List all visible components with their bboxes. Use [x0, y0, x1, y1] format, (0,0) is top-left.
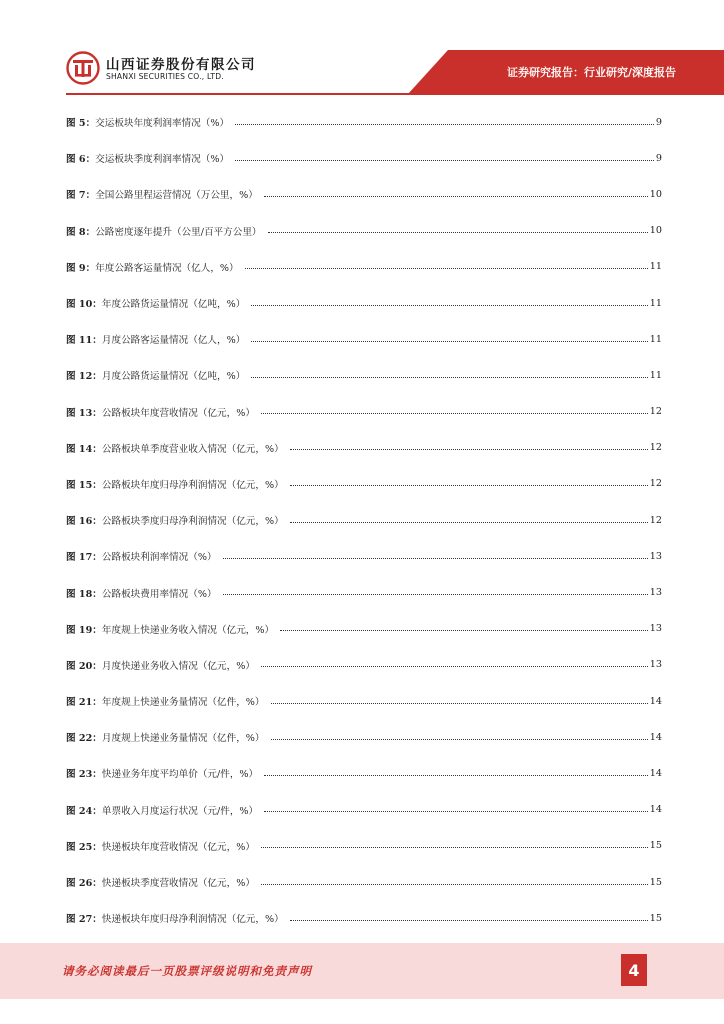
page-number: 4	[621, 954, 647, 986]
toc-dot-leader	[251, 377, 647, 378]
toc-entry[interactable]	[66, 394, 662, 430]
toc-figure-label: 图 14：	[66, 443, 102, 455]
toc-figure-title: 年度公路货运量情况（亿吨，%）	[101, 299, 246, 311]
toc-figure-title: 年度规上快递业务收入情况（亿元，%）	[101, 624, 275, 636]
toc-figure-title: 月度公路客运量情况（亿人，%）	[101, 335, 246, 347]
toc-entry[interactable]	[66, 357, 662, 393]
toc-dot-leader	[235, 160, 654, 161]
toc-entry[interactable]	[66, 828, 662, 864]
toc-page-number: 14	[649, 695, 662, 707]
toc-figure-title: 公路板块季度归母净利润情况（亿元，%）	[101, 516, 284, 528]
toc-page-number: 13	[649, 623, 662, 635]
toc-dot-leader	[268, 232, 648, 233]
toc-entry[interactable]	[66, 104, 662, 140]
toc-figure-title: 全国公路里程运营情况（万公里，%）	[95, 190, 258, 202]
toc-figure-title: 月度快递业务收入情况（亿元，%）	[101, 660, 255, 672]
toc-page-number: 11	[649, 261, 662, 273]
toc-page-number: 10	[649, 188, 662, 200]
toc-figure-label: 图 25：	[66, 841, 102, 853]
toc-entry[interactable]	[66, 285, 662, 321]
toc-page-number: 14	[649, 767, 662, 779]
toc-figure-title: 快递板块年度归母净利润情况（亿元，%）	[101, 914, 284, 926]
toc-page-number: 11	[649, 369, 662, 381]
toc-figure-label: 图 20：	[66, 660, 102, 672]
toc-entry[interactable]	[66, 900, 662, 936]
toc-figure-label: 图 7：	[66, 190, 96, 202]
toc-page-number: 13	[649, 587, 662, 599]
toc-entry[interactable]	[66, 683, 662, 719]
toc-dot-leader	[223, 594, 648, 595]
company-name-en: SHANXI SECURITIES CO., LTD.	[106, 72, 224, 81]
toc-figure-title: 公路板块年度归母净利润情况（亿元，%）	[101, 479, 284, 491]
toc-page-number: 10	[649, 225, 662, 237]
toc-dot-leader	[261, 413, 648, 414]
toc-figure-label: 图 18：	[66, 588, 102, 600]
toc-figure-label: 图 13：	[66, 407, 102, 419]
toc-entry[interactable]	[66, 574, 662, 610]
toc-entry[interactable]	[66, 792, 662, 828]
toc-dot-leader	[235, 124, 654, 125]
toc-entry[interactable]	[66, 249, 662, 285]
toc-page-number: 12	[649, 406, 662, 418]
toc-entry[interactable]	[66, 321, 662, 357]
toc-figure-title: 公路板块年度营收情况（亿元，%）	[101, 407, 255, 419]
toc-figure-label: 图 22：	[66, 733, 102, 745]
toc-entry[interactable]	[66, 213, 662, 249]
toc-dot-leader	[280, 630, 648, 631]
toc-dot-leader	[290, 449, 648, 450]
toc-figure-label: 图 24：	[66, 805, 102, 817]
shanxi-securities-logo-icon	[66, 51, 100, 85]
toc-figure-label: 图 17：	[66, 552, 102, 564]
header-divider	[66, 93, 724, 95]
toc-page-number: 9	[655, 116, 662, 128]
toc-dot-leader	[245, 268, 648, 269]
toc-figure-title: 公路板块利润率情况（%）	[101, 552, 217, 564]
toc-figure-label: 图 23：	[66, 769, 102, 781]
toc-figure-title: 交运板块季度利润率情况（%）	[95, 154, 230, 166]
toc-page-number: 13	[649, 659, 662, 671]
toc-figure-title: 快递业务年度平均单价（元/件，%）	[101, 769, 259, 781]
toc-dot-leader	[261, 884, 648, 885]
toc-entry[interactable]	[66, 719, 662, 755]
toc-entry[interactable]	[66, 647, 662, 683]
toc-dot-leader	[290, 522, 648, 523]
toc-figure-title: 公路密度逐年提升（公里/百平方公里）	[95, 226, 262, 238]
toc-figure-title: 快递板块季度营收情况（亿元，%）	[101, 878, 255, 890]
toc-dot-leader	[264, 775, 648, 776]
toc-figure-label: 图 19：	[66, 624, 102, 636]
toc-entry[interactable]	[66, 502, 662, 538]
toc-dot-leader	[290, 485, 648, 486]
toc-entry[interactable]	[66, 466, 662, 502]
toc-figure-title: 月度规上快递业务量情况（亿件，%）	[101, 733, 265, 745]
toc-figure-label: 图 27：	[66, 914, 102, 926]
toc-figure-label: 图 9：	[66, 262, 96, 274]
toc-dot-leader	[271, 739, 648, 740]
toc-entry[interactable]	[66, 611, 662, 647]
toc-figure-label: 图 6：	[66, 154, 96, 166]
toc-entry[interactable]	[66, 755, 662, 791]
toc-figure-title: 快递板块年度营收情况（亿元，%）	[101, 841, 255, 853]
toc-page-number: 14	[649, 804, 662, 816]
toc-figure-label: 图 21：	[66, 697, 102, 709]
toc-figure-label: 图 10：	[66, 299, 102, 311]
page-header	[0, 0, 724, 100]
toc-page-number: 12	[649, 514, 662, 526]
toc-figure-label: 图 12：	[66, 371, 102, 383]
toc-page-number: 14	[649, 731, 662, 743]
toc-page-number: 11	[649, 333, 662, 345]
toc-dot-leader	[261, 666, 648, 667]
toc-figure-title: 单票收入月度运行状况（元/件，%）	[101, 805, 259, 817]
toc-dot-leader	[251, 305, 647, 306]
toc-dot-leader	[251, 341, 647, 342]
toc-figure-title: 年度规上快递业务量情况（亿件，%）	[101, 697, 265, 709]
toc-dot-leader	[261, 847, 648, 848]
toc-entry[interactable]	[66, 430, 662, 466]
toc-figure-label: 图 5：	[66, 118, 96, 130]
company-name-cn: 山西证券股份有限公司	[106, 57, 256, 73]
toc-page-number: 15	[649, 912, 662, 924]
toc-figure-label: 图 11：	[66, 335, 102, 347]
toc-page-number: 13	[649, 550, 662, 562]
toc-page-number: 15	[649, 840, 662, 852]
toc-page-number: 9	[655, 152, 662, 164]
toc-dot-leader	[271, 703, 648, 704]
toc-figure-title: 交运板块年度利润率情况（%）	[95, 118, 230, 130]
toc-dot-leader	[223, 558, 648, 559]
toc-entry[interactable]	[66, 176, 662, 212]
toc-entry[interactable]	[66, 538, 662, 574]
toc-page-number: 15	[649, 876, 662, 888]
toc-figure-label: 图 15：	[66, 479, 102, 491]
toc-figure-label: 图 26：	[66, 878, 102, 890]
toc-figure-title: 公路板块单季度营业收入情况（亿元，%）	[101, 443, 284, 455]
toc-figure-label: 图 16：	[66, 516, 102, 528]
toc-figure-label: 图 8：	[66, 226, 96, 238]
toc-dot-leader	[264, 811, 648, 812]
toc-figure-title: 年度公路客运量情况（亿人，%）	[95, 262, 239, 274]
figure-table-of-contents	[66, 104, 662, 936]
toc-dot-leader	[290, 920, 648, 921]
report-type-label: 证券研究报告：行业研究/深度报告	[506, 66, 676, 79]
toc-page-number: 11	[649, 297, 662, 309]
toc-entry[interactable]	[66, 864, 662, 900]
toc-dot-leader	[264, 196, 648, 197]
toc-entry[interactable]	[66, 140, 662, 176]
toc-page-number: 12	[649, 442, 662, 454]
toc-figure-title: 公路板块费用率情况（%）	[101, 588, 217, 600]
toc-page-number: 12	[649, 478, 662, 490]
toc-figure-title: 月度公路货运量情况（亿吨，%）	[101, 371, 246, 383]
disclaimer-notice: 请务必阅读最后一页股票评级说明和免责声明	[62, 964, 312, 978]
